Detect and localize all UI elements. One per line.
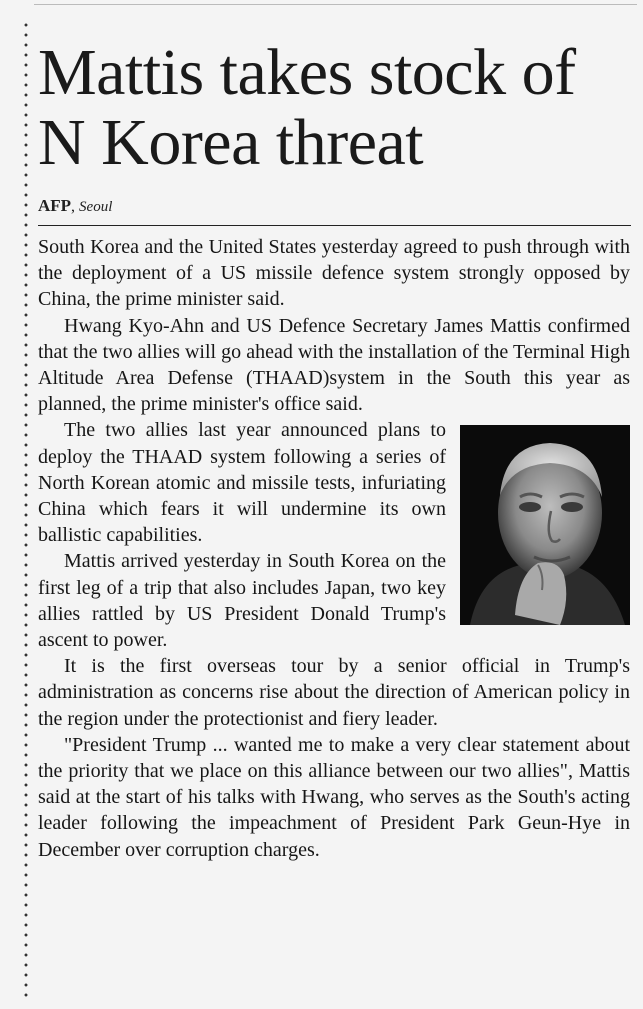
dotted-margin-border — [24, 20, 28, 999]
byline-rule — [38, 225, 631, 226]
portrait-image — [460, 425, 630, 625]
headline: Mattis takes stock of N Korea threat — [38, 36, 576, 179]
paragraph: It is the first overseas tour by a senior official in Trump's administration as concerns rise about the direction of American policy in the region under the protectionist and fiery leader. — [38, 655, 630, 730]
paragraph: "President Trump ... wanted me to make a very clear statement about the priority that we place on this alliance between our two allies", Mattis said at the start of his talks with Hwang, who serves as the South's acting leader following the impeachment of President Park Geun-Hye in December over corruption charges. — [38, 733, 630, 861]
top-rule — [34, 4, 637, 5]
paragraph: Hwang Kyo-Ahn and US Defence Secretary James Mattis confirmed that the two allies will go ahead with the installation of the Terminal High Altitude Area Defense (THAAD)system in the South this year as planned, the prime minister's office said. — [38, 314, 630, 416]
paragraph: South Korea and the United States yesterday agreed to push through with the deployment of a US missile defence system strongly opposed by China, the prime minister said. — [38, 236, 630, 311]
byline — [38, 196, 112, 216]
mattis-photo — [460, 425, 630, 625]
paragraph: The two allies last year announced plans to deploy the THAAD system following a series of North Korean atomic and missile tests, infuriating China which fears it will undermine its own ballistic capabilities. — [38, 419, 446, 547]
byline-location: Seoul — [79, 199, 113, 215]
byline-separator: , — [71, 198, 80, 215]
byline-agency: AFP — [38, 196, 72, 215]
paragraph: Mattis arrived yesterday in South Korea on the first leg of a trip that also includes Japan, two key allies rattled by US President Donald Trump's ascent to power. — [38, 550, 446, 652]
article-body — [38, 234, 630, 863]
